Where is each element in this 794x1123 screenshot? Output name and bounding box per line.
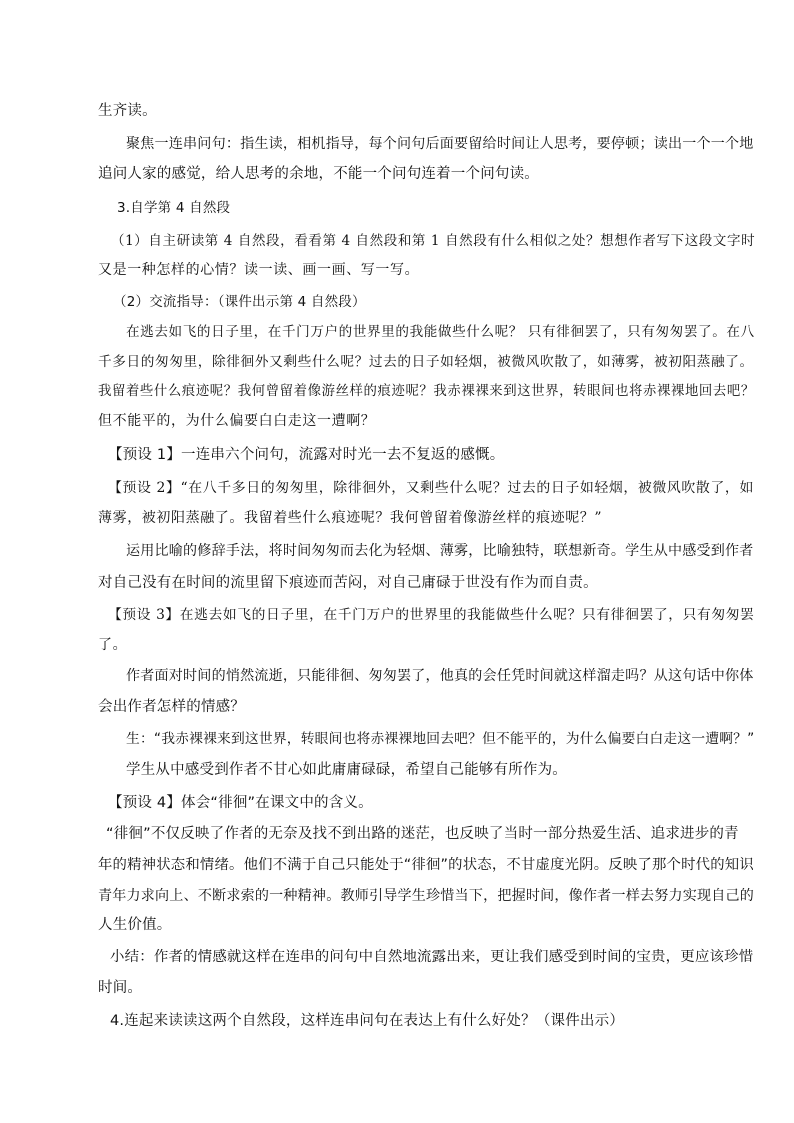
text-line: 生齐读。 (98, 103, 157, 119)
text-line: 又是一种怎样的心情？读一读、画一画、写一写。 (98, 262, 420, 278)
text-line: 追问人家的感觉，给人思考的余地，不能一个问句连着一个问句读。 (98, 166, 539, 182)
quote-line: 但不能平的，为什么偏要白白走这一遭啊？ (98, 413, 376, 429)
quote-line: 千多日的匆匆里，除徘徊外又剩些什么呢？过去的日子如轻烟，被微风吹散了，如薄雾，被初阳蒸融了。 (98, 354, 754, 370)
text-line: 【预设 1】一连串六个问句，流露对时光一去不复返的感慨。 (108, 447, 505, 463)
text-line: 薄雾，被初阳蒸融了。我留着些什么痕迹呢？我何曾留着像游丝样的痕迹呢？” (98, 510, 603, 526)
text-line: 时间。 (98, 980, 143, 996)
text-line: 年的精神状态和情绪。他们不满于自己只能处于“徘徊”的状态，不甘虚度光阴。反映了那个时代的知识 (98, 857, 754, 873)
text-line: 了。 (98, 637, 128, 653)
text-line: 人生价值。 (98, 917, 172, 933)
text-line: 聚焦一连串问句：指生读，相机指导，每个问句后面要留给时间让人思考，要停顿；读出一个一个地 (126, 136, 754, 152)
section-heading: 4.连起来读读这两个自然段，这样连串问句在表达上有什么好处？（课件出示） (110, 1013, 625, 1029)
text-line: 【预设 2】“在八千多日的匆匆里，除徘徊外，又剩些什么呢？过去的日子如轻烟，被微风吹散了，如 (108, 480, 754, 496)
text-line: 会出作者怎样的情感？ (98, 699, 245, 715)
text-line: 对自己没有在时间的流里留下痕迹而苦闷，对自己庸碌于世没有作为而自责。 (98, 575, 598, 591)
text-line: 运用比喻的修辞手法，将时间匆匆而去化为轻烟、薄雾，比喻独特，联想新奇。学生从中感受到作者 (126, 543, 754, 559)
text-line: 【预设 4】体会“徘徊”在课文中的含义。 (108, 795, 373, 811)
text-line: （1）自主研读第 4 自然段，看看第 4 自然段和第 1 自然段有什么相似之处？想想作者写下这段文字时 (111, 233, 756, 249)
text-line: 学生从中感受到作者不甘心如此庸庸碌碌，希望自己能够有所作为。 (126, 762, 567, 778)
quote-line: 在逃去如飞的日子里，在千门万户的世界里的我能做些什么呢？ 只有徘徊罢了，只有匆匆罢了。在八 (126, 324, 755, 340)
text-line: （2）交流指导：（课件出示第 4 自然段） (113, 294, 366, 310)
text-line: 青年力求向上、不断求索的一种精神。教师引导学生珍惜当下，把握时间，像作者一样去努力实现自己的 (98, 888, 755, 904)
text-line: 生：“我赤裸裸来到这世界，转眼间也将赤裸裸地回去吧？但不能平的，为什么偏要白白走这一遭啊？” (126, 731, 755, 747)
text-line: 【预设 3】在逃去如飞的日子里，在千门万户的世界里的我能做些什么呢？只有徘徊罢了，只有匆匆罢 (108, 607, 755, 623)
quote-line: 我留着些什么痕迹呢？我何曾留着像游丝样的痕迹呢？我赤裸裸来到这世界，转眼间也将赤裸裸地回去吧？ (98, 384, 755, 399)
text-line: 作者面对时间的悄然流逝，只能徘徊、匆匆罢了，他真的会任凭时间就这样溜走吗？从这句话中你体 (126, 668, 754, 684)
section-heading: 3.自学第 4 自然段 (117, 200, 231, 216)
text-line: 小结：作者的情感就这样在连串的问句中自然地流露出来，更让我们感受到时间的宝贵，更应该珍惜 (110, 949, 754, 965)
text-line: “徘徊”不仅反映了作者的无奈及找不到出路的迷茫，也反映了当时一部分热爱生活、追求进步的青 (106, 826, 739, 842)
